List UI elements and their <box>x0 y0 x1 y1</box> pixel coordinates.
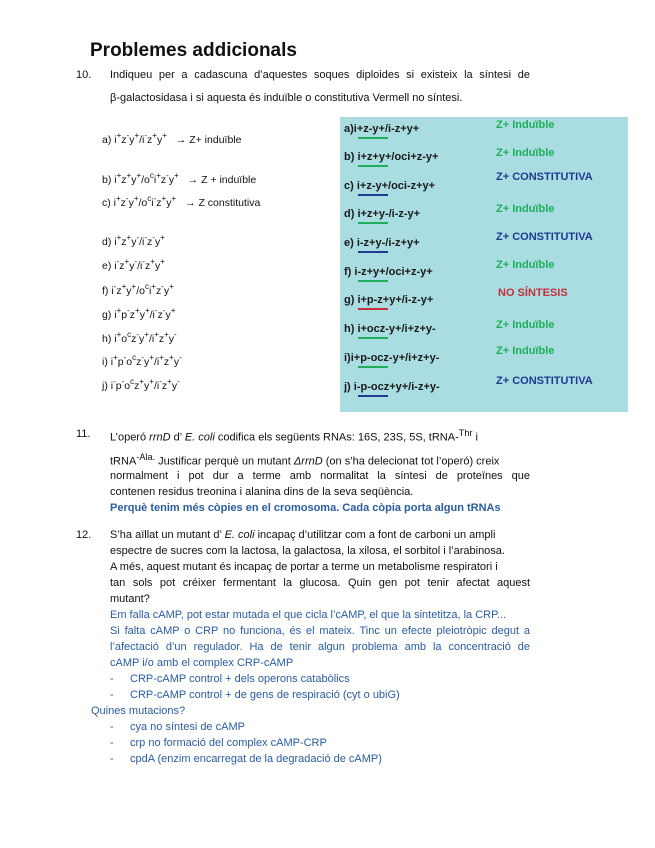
photo-genotype: c) i+z-y+/oci-z+y+ <box>344 180 436 192</box>
page-title: Problemes addicionals <box>90 40 297 61</box>
photo-genotype: f) i-z+y+/oci+z-y+ <box>344 266 433 278</box>
q10-text-line: Indiqueu per a cadascuna d’aquestes soques diploides si existeix la síntesi de <box>110 69 530 81</box>
genotype-item: i) $i^+p^-o^cz^-y^+/i^+z^+y^-$ <box>102 353 182 368</box>
underline-mark <box>358 395 388 397</box>
q12-text-line: A més, aquest mutant és incapaç de portar a terme un metabolisme respiratori i <box>110 561 498 573</box>
bullet-dash: - <box>110 673 114 685</box>
q11-text-line <box>110 428 478 444</box>
genotype-item: a) i+z-y+/i-z+y+ → Z+ induïble <box>102 131 242 146</box>
question-number: 11. <box>76 428 91 440</box>
underline-mark <box>358 165 388 167</box>
photo-genotype: h) i+ocz-y+/i+z+y- <box>344 323 436 335</box>
q12-text-line <box>110 529 495 541</box>
genotype-item: f) $i^-z^+y^+/o^ci^+z^-y^+$ <box>102 282 174 297</box>
q12-subquestion: Quines mutacions? <box>91 705 186 717</box>
text: rrnD <box>149 431 171 444</box>
photo-answer: Z+ Induïble <box>496 259 555 271</box>
photo-answer: Z+ Induïble <box>496 203 555 215</box>
text: L’operó <box>110 431 150 444</box>
bullet-dash: - <box>110 737 114 749</box>
underline-mark <box>358 280 388 282</box>
underline-mark <box>358 137 388 139</box>
genotype-item: c) $i^+z^-y^+/o^ci^-z^+y^+ \to Z$ constitutiva <box>102 194 261 209</box>
underline-mark <box>358 194 388 196</box>
text: -Ala. <box>136 452 156 462</box>
bullet-item: cpdA (enzim encarregat de la degradació de cAMP) <box>130 753 382 765</box>
q12-answer-line: cAMP i/o amb el complex CRP-cAMP <box>110 657 294 669</box>
photo-genotype: j) i-p-ocz+y+/i-z+y- <box>344 381 440 393</box>
genotype-item: h) $i^+o^cz^-y^+/i^+z^+y^-$ <box>102 330 177 345</box>
text: d’ <box>170 431 185 444</box>
bullet-dash: - <box>110 721 114 733</box>
bullet-item: CRP-cAMP control + de gens de respiració (cyt o ubiG) <box>130 689 400 701</box>
q11-answer: Perquè tenim més còpies en el cromosoma. Cada còpia porta algun tRNAs <box>110 502 501 514</box>
underline-mark <box>358 337 388 339</box>
photo-answer: Z+ CONSTITUTIVA <box>496 375 593 387</box>
photo-answer: Z+ Induïble <box>496 319 555 331</box>
text: E. coli <box>184 431 215 444</box>
genotype-item: b) $i^+z^+y^+/o^ci^+z^-y^+ \to Z$ + induïble <box>102 171 257 186</box>
question-number: 10. <box>76 69 92 81</box>
q11-text-line: normalment i pot dur a terme amb normalitat la síntesi de proteïnes que <box>110 470 530 482</box>
q11-text-line <box>110 452 499 468</box>
photo-genotype: e) i-z+y-/i-z+y+ <box>344 237 420 249</box>
text: ΔrrnD <box>293 455 323 468</box>
photo-genotype: a)i+z-y+/i-z+y+ <box>344 123 420 135</box>
q12-text-line: mutant? <box>110 593 150 605</box>
photo-answer: Z+ CONSTITUTIVA <box>496 171 593 183</box>
photo-genotype: b) i+z+y+/oci+z-y+ <box>344 151 439 163</box>
underline-mark <box>358 222 388 224</box>
q12-text-line: espectre de sucres com la lactosa, la galactosa, la xilosa, el sorbitol i l’arabinosa. <box>110 545 505 557</box>
underline-mark <box>358 308 388 310</box>
photo-genotype: g) i+p-z+y+/i-z-y+ <box>344 294 434 306</box>
text: incapaç d’utilitzar com a font de carboni un ampli <box>254 529 496 541</box>
text: i <box>472 431 478 444</box>
photo-genotype: i)i+p-ocz-y+/i+z+y- <box>344 352 440 364</box>
text: Thr <box>458 428 473 438</box>
q12-text-line: tan sols pot créixer fermentant la glucosa. Quin gen pot tenir afectat aquest <box>110 577 530 589</box>
q10-text-line: β-galactosidasa i si aquesta és induïble o constitutiva Vermell no síntesi. <box>110 92 463 104</box>
bullet-item: cya no síntesi de cAMP <box>130 721 245 733</box>
text: Justificar perquè un mutant <box>155 455 294 468</box>
bullet-dash: - <box>110 753 114 765</box>
bullet-item: crp no formació del complex cAMP-CRP <box>130 737 327 749</box>
text: (on s’ha delecionat tot l’operó) creix <box>322 455 500 468</box>
photo-answer: Z+ Induïble <box>496 119 555 131</box>
q12-answer-line: l’afectació d’un regulador. Ha de tenir algun problema amb la concentració de <box>110 641 530 653</box>
bullet-dash: - <box>110 689 114 701</box>
genotype-item: j) $i^-p^-o^cz^+y^+/i^-z^+y^-$ <box>102 377 180 392</box>
underline-mark <box>358 366 388 368</box>
text: tRNA <box>110 455 137 468</box>
underline-mark <box>358 251 388 253</box>
photo-answer: Z+ Induïble <box>496 345 555 357</box>
q11-text-line: contenen residus treonina i alanina dins de la seva seqüència. <box>110 486 414 498</box>
genotype-item: e) i-z+y-/i-z+y+ <box>102 257 165 272</box>
genotype-item: g) i+p-z+y+/i-z-y+ <box>102 306 176 321</box>
text: E. coli <box>224 529 255 541</box>
photo-answer: Z+ CONSTITUTIVA <box>496 231 593 243</box>
photo-genotype: d) i+z+y-/i-z-y+ <box>344 208 421 220</box>
genotype-item: d) i+z+y-/i-z-y+ <box>102 233 165 248</box>
bullet-item: CRP-cAMP control + dels operons catabòlics <box>130 673 350 685</box>
text: codifica els següents RNAs: 16S, 23S, 5S, tRNA- <box>214 431 459 444</box>
answer-photo <box>340 117 628 412</box>
photo-answer: NO SÍNTESIS <box>498 287 568 299</box>
q12-answer-line: Em falla cAMP, pot estar mutada el que cicla l’cAMP, el que la sintetitza, la CRP... <box>110 609 507 621</box>
text: S’ha aïllat un mutant d’ <box>110 529 225 541</box>
photo-answer: Z+ Induïble <box>496 147 555 159</box>
question-number: 12. <box>76 529 92 541</box>
q12-answer-line: Si falta cAMP o CRP no funciona, és el mateix. Tinc un efecte pleiotròpic degut a <box>110 625 530 637</box>
